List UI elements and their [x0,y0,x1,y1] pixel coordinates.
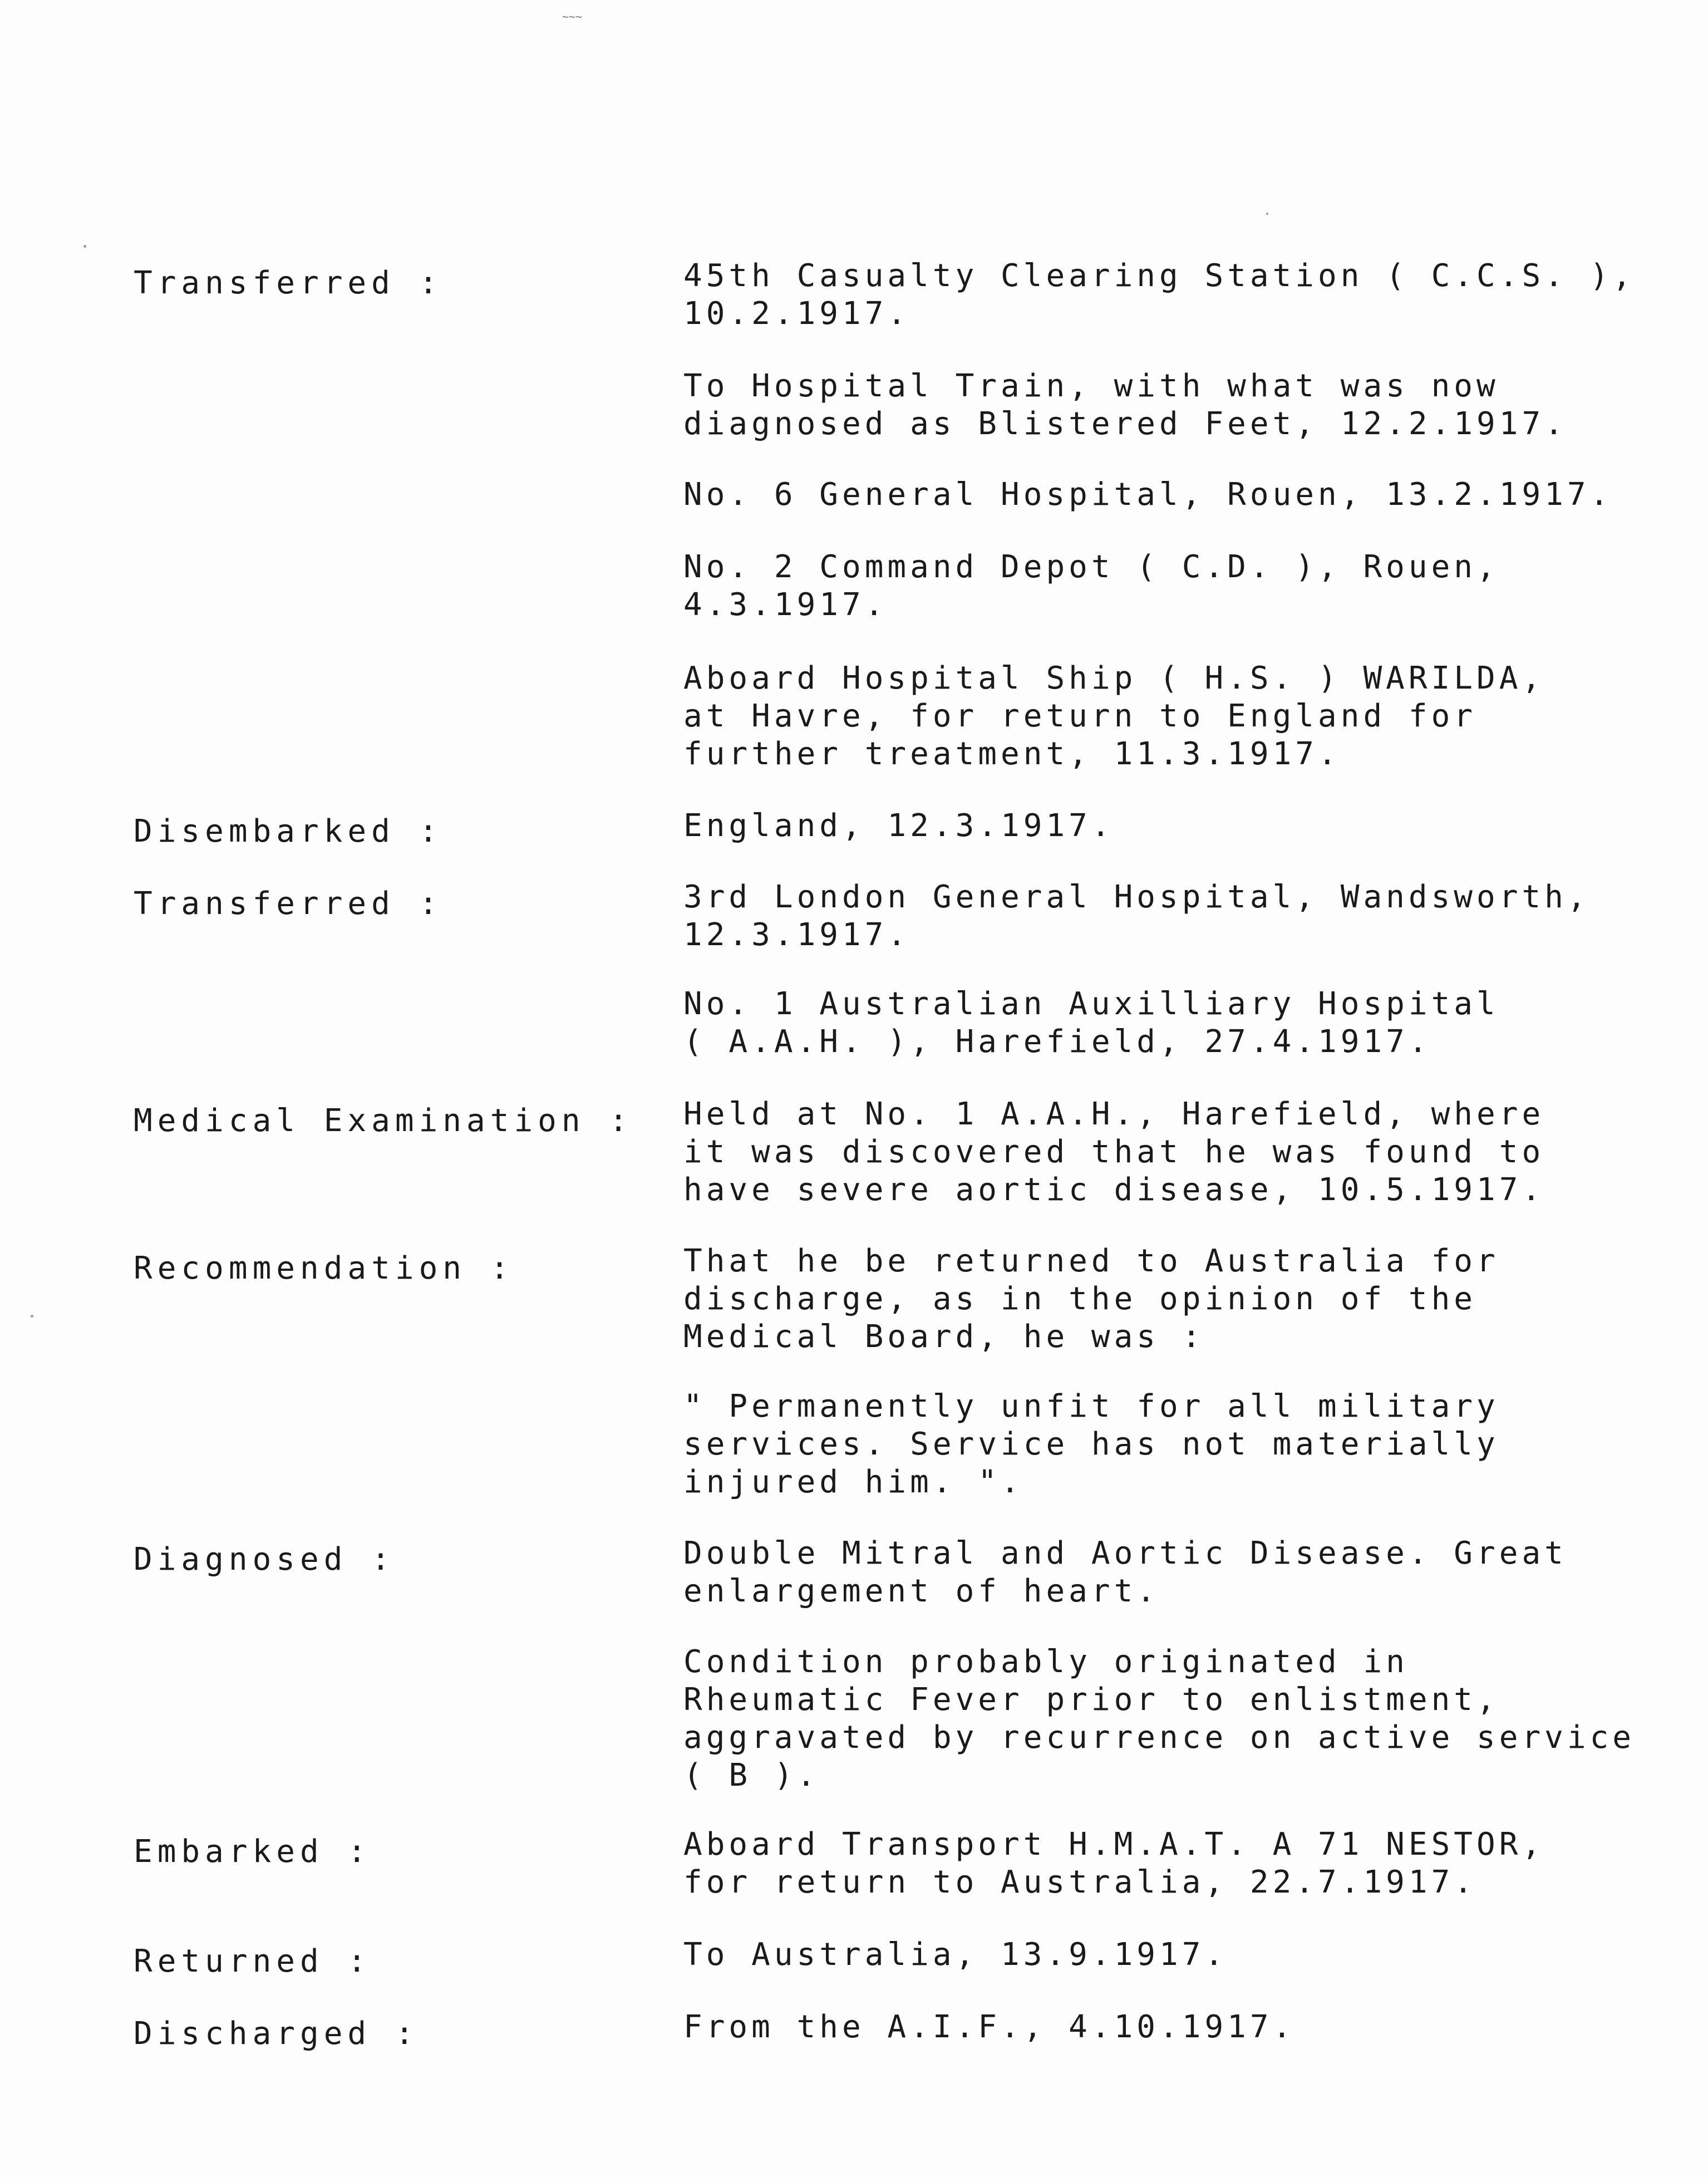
record-entry: To Australia, 13.9.1917. [683,1937,1228,1973]
record-label: Transferred : [134,265,443,301]
record-label: Recommendation : [134,1250,514,1286]
record-entry: Aboard Hospital Ship ( H.S. ) WARILDA, at Havre, for return to England for further treatment, 11.3.1917. [683,660,1545,772]
record-label: Disembarked : [134,813,443,849]
scan-speck [31,1315,33,1318]
record-entry: Condition probably originated in Rheumatic Fever prior to enlistment, aggravated by recurrence on active service ( B ). [683,1644,1636,1793]
scan-smudge: ~~~ [562,10,583,23]
record-entry: That he be returned to Australia for discharge, as in the opinion of the Medical Board, he was : [683,1243,1499,1355]
record-entry: " Permanently unfit for all military services. Service has not materially injured him. ". [683,1388,1499,1500]
record-entry: England, 12.3.1917. [683,808,1114,844]
record-entry: From the A.I.F., 4.10.1917. [683,2009,1296,2045]
record-label: Returned : [134,1943,372,1979]
record-label: Embarked : [134,1834,372,1870]
record-entry: No. 2 Command Depot ( C.D. ), Rouen, 4.3.1917. [683,549,1499,623]
record-label: Medical Examination : [134,1103,633,1139]
record-entry: No. 6 General Hospital, Rouen, 13.2.1917. [683,476,1613,513]
record-label: Transferred : [134,886,443,922]
record-entry: Held at No. 1 A.A.H., Harefield, where it was discovered that he was found to have severe aortic disease, 10.5.1917. [683,1096,1545,1208]
record-entry: To Hospital Train, with what was now diagnosed as Blistered Feet, 12.2.1917. [683,368,1567,442]
scan-speck [1266,213,1268,215]
record-entry: 45th Casualty Clearing Station ( C.C.S. ), 10.2.1917. [683,258,1636,332]
record-entry: 3rd London General Hospital, Wandsworth, 12.3.1917. [683,879,1590,953]
record-entry: Aboard Transport H.M.A.T. A 71 NESTOR, for return to Australia, 22.7.1917. [683,1826,1545,1900]
record-entry: Double Mitral and Aortic Disease. Great enlargement of heart. [683,1535,1567,1609]
record-label: Discharged : [134,2016,419,2052]
record-entry: No. 1 Australian Auxilliary Hospital ( A.A.H. ), Harefield, 27.4.1917. [683,986,1499,1060]
scan-speck [83,245,86,248]
record-label: Diagnosed : [134,1541,395,1578]
